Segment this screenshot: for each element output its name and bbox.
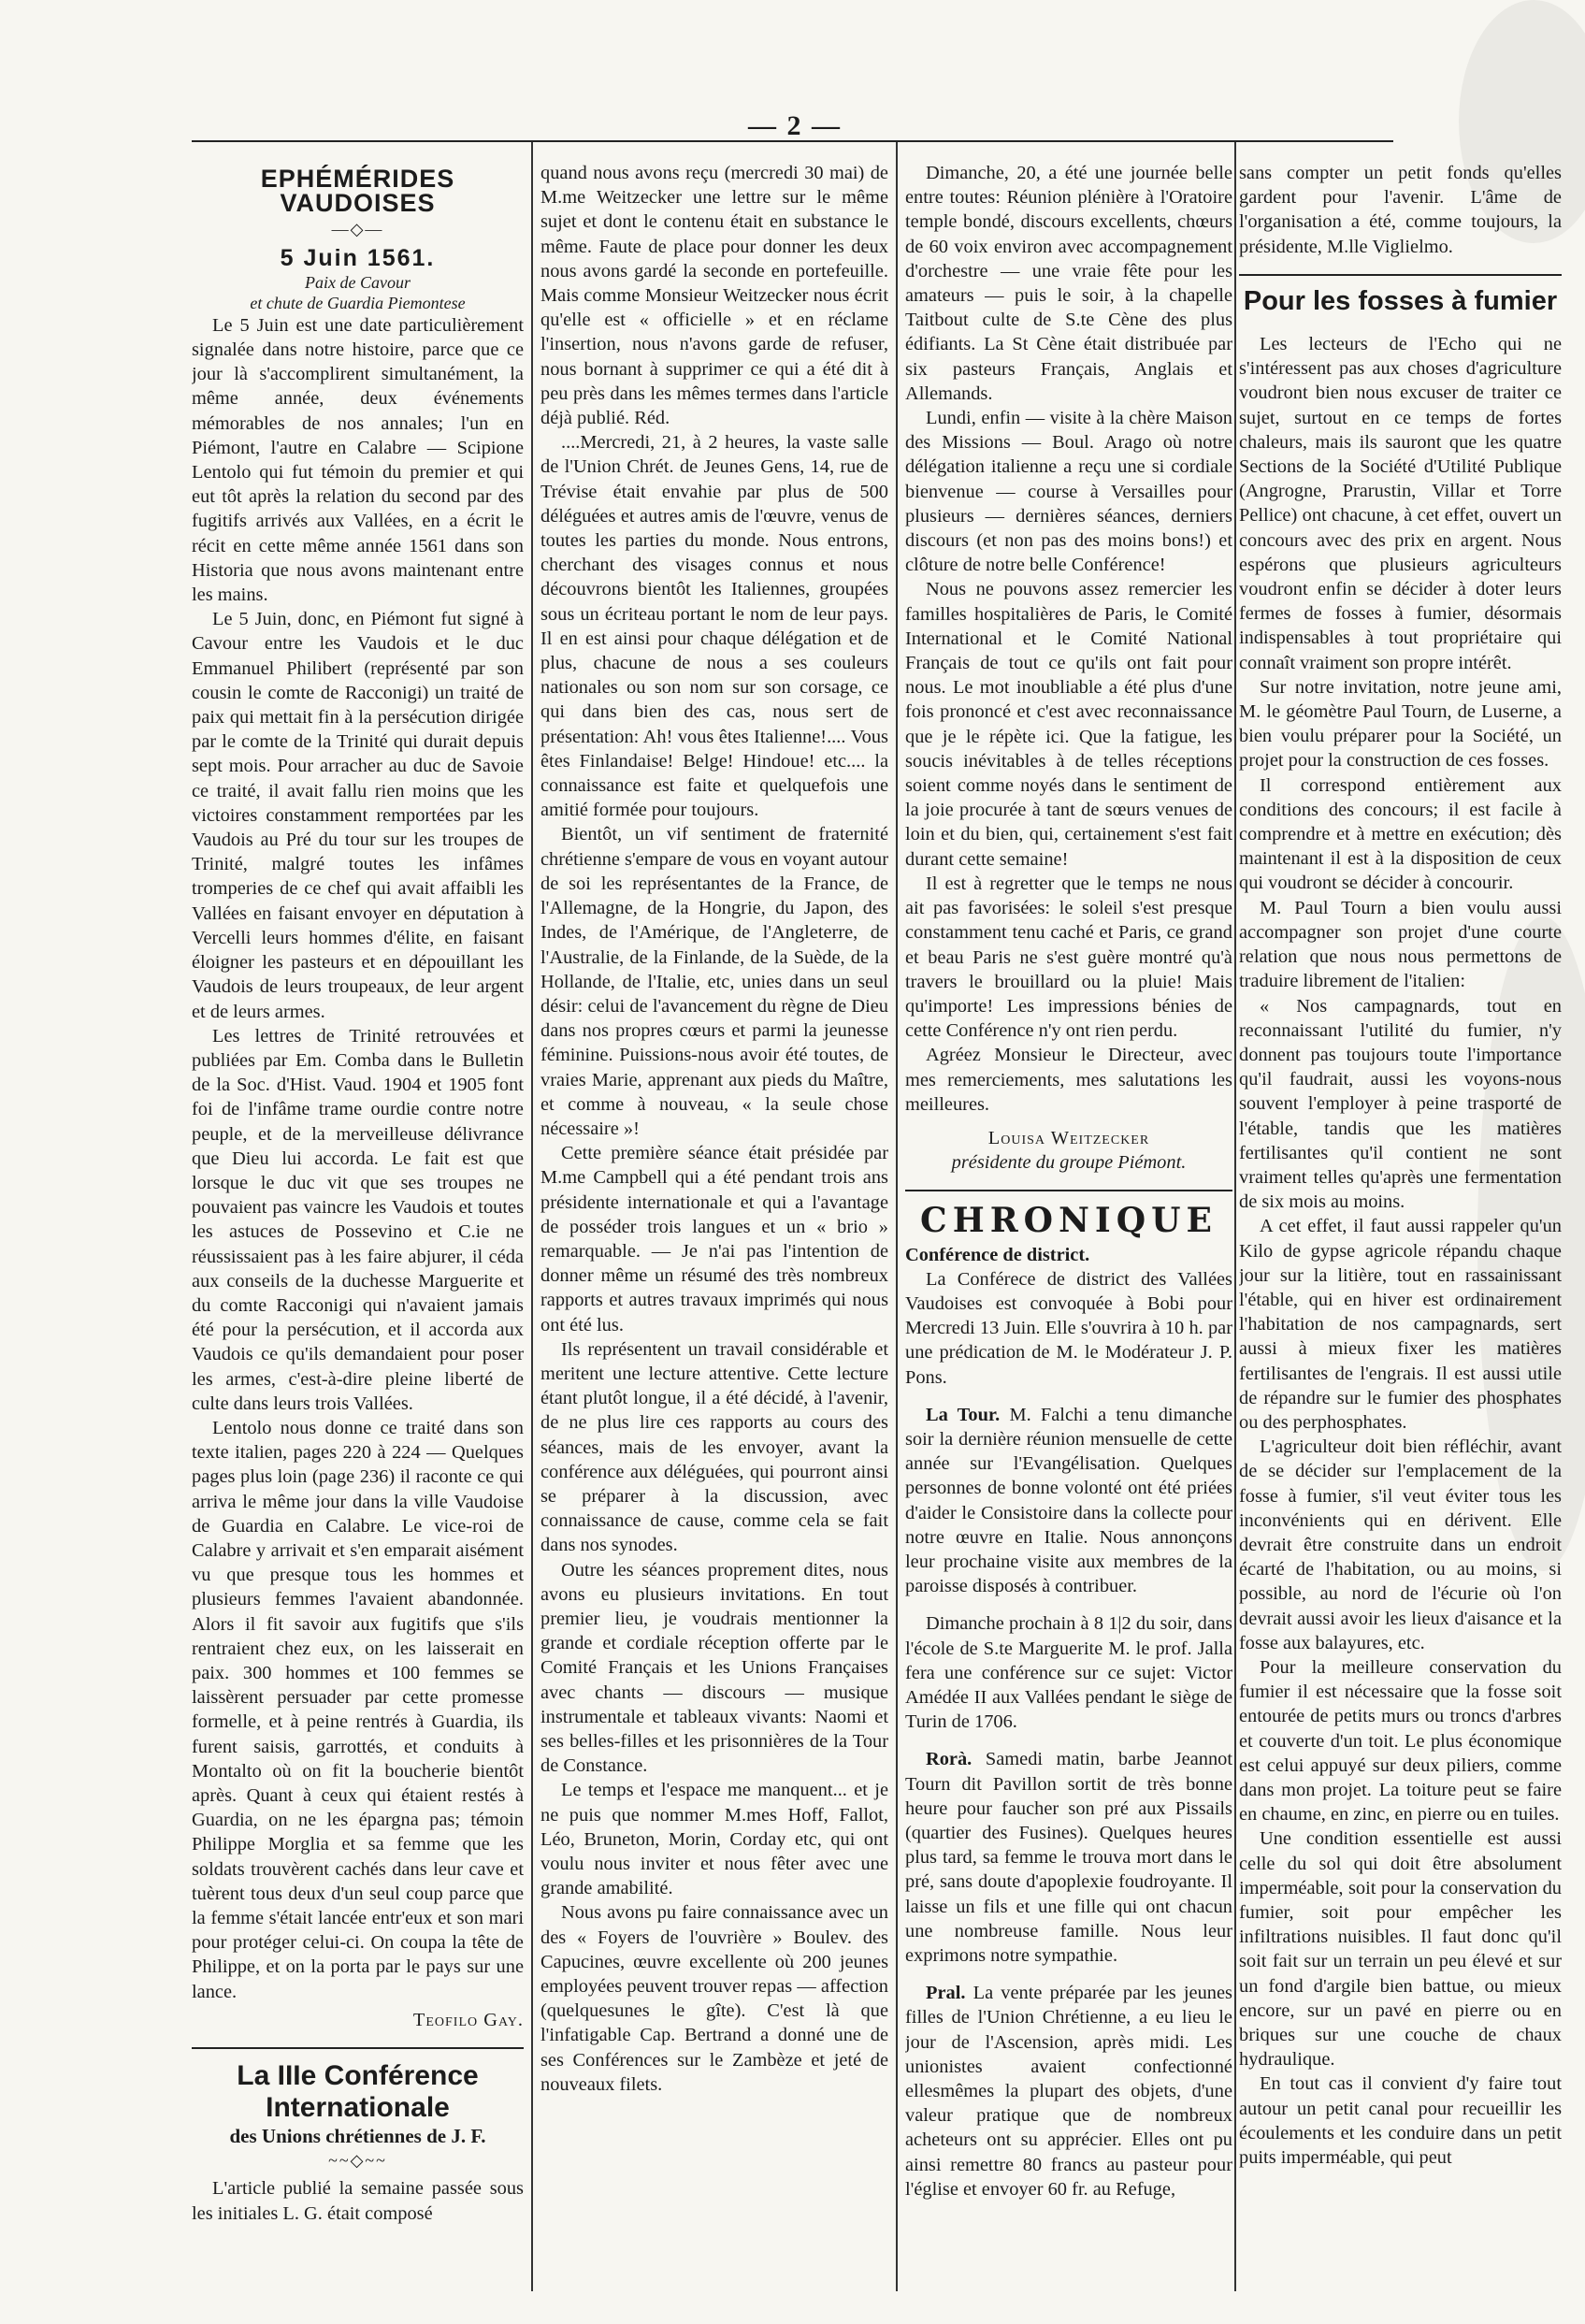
paragraph: Il est à regretter que le temps ne nous ait pas favorisées: le soleil s'est presque constamment tenu caché et Paris, ce grand et beau Paris ne s'est guère montré qu'à travers le brouillard ou la pluie! Mais qu'importe! Les impressions bénies de cette Conférence n'y ont rien perdu. <box>905 873 1232 1042</box>
column-divider <box>1234 142 1236 2291</box>
paragraph: Il correspond entièrement aux conditions des concours; il est facile à comprendre et à mettre en exécution; dès maintenant il est à la disposition de ceux qui voudront se décider à concourir. <box>1239 774 1562 894</box>
paragraph: Les lecteurs de l'Echo qui ne s'intéressent pas aux choses d'agriculture voudront bien nous excuser de traiter ce sujet, surtout en ce temps de fortes chaleurs, mais ils sauront que les quatre Sections de la Société d'Utilité Publique (Angrogne, Prarustin, Villar et Torre Pellice) ont chacune, à cet effet, ouvert un concours avec des prix en argent. Nous espérons que plusieurs agriculteurs voudront enfin se décider à doter leurs fermes de fosses à fumier, désormais indispensables à tout propriétaire qui connaît vraiment son propre intérêt. <box>1239 334 1562 673</box>
paragraph: Pour la meilleure conservation du fumier il est nécessaire que la fosse soit entourée de petits murs ou troncs d'arbres et couverte d'un toit. Le plus économique est celui appuyé sur deux piliers, comme dans mon projet. La toiture peut se faire en chaume, en zinc, en pierre ou en tuiles. <box>1239 1656 1562 1826</box>
column-1 <box>192 150 524 2291</box>
paragraph: Lentolo nous donne ce traité dans son texte italien, pages 220 à 224 — Quelques pages plus loin (page 236) il raconte ce qui arriva le même jour dans la ville Vaudoise de Guardia en Calabre. Le vice-roi de Calabre y arrivait et s'en emparait aisément vu que presque tous les hommes et plusieurs femmes l'avaient abandonnée. Alors il fit savoir aux fugitifs que s'ils rentraient chez eux, on les laisserait en paix. 300 hommes et 100 femmes se laissèrent persuader par cette promesse formelle, et à peine rentrés à Guardia, ils furent saisis, garrottés, et conduits à Montalto où on fit la boucherie bientôt après. Quant à ceux qui étaient restés à Guardia, on ne les épargna pas; témoin Philippe Morglia et sa femme que les soldats trouvèrent cachés dans leur cave et tuèrent tous deux d'un seul coup parce que la femme s'était lancée entr'eux et son mari pour protéger celui-ci. On coupa la tête de Philippe, et on la porta par le pays sur une lance. <box>192 1417 524 2002</box>
column-2 <box>540 150 888 2291</box>
paragraph: Agréez Monsieur le Directeur, avec mes remerciements, mes salutations les meilleures. <box>905 1045 1232 1115</box>
paragraph: Cette première séance était présidée par M.me Campbell qui a été pendant trois ans présidente internationale et qui a l'avantage de posséder trois langues et un « brio » remarquable. — Je n'ai pas l'intention de donner même un résumé des très nombreux rapports et autres travaux imprimés qui nous ont été lus. <box>540 1143 888 1335</box>
paragraph: Dimanche prochain à 8 1|2 du soir, dans l'école de S.te Marguerite M. le prof. Jalla fera une conférence sur ce sujet: Victor Amédée II aux Vallées pendant le siège de Turin de 1706. <box>905 1613 1232 1733</box>
place-label: La Tour. <box>926 1404 1001 1425</box>
signature-role: présidente du groupe Piémont. <box>951 1152 1187 1174</box>
paragraph <box>905 1981 1232 2201</box>
section-rule <box>192 2047 524 2049</box>
paragraph-text: La vente préparée par les jeunes filles de l'Union Chrétienne, a eu lieu le jour de l'Ascension, après midi. Les unionistes avaient confectionné ellesmêmes la plupart des objets, d'une valeur pratique que de nombreux acheteurs ont su apprécier. Elles ont pu ainsi remettre 80 francs au pasteur pour l'église et envoyer 60 fr. au Refuge, <box>905 1983 1232 2200</box>
paragraph: sans compter un petit fonds qu'elles gardent pour l'avenir. L'âme de l'organisation a été, comme toujours, la présidente, M.lle Viglielmo. <box>1239 163 1562 257</box>
paragraph: Les lettres de Trinité retrouvées et publiées par Em. Comba dans le Bulletin de la Soc. d'Hist. Vaud. 1904 et 1905 font foi de l'infâme trame ourdie contre notre peuple, et de la merveilleuse délivrance que Dieu lui accorda. Le fait est que lorsque le duc vit que ses troupes ne pouvaient pas vaincre les Vaudois et toutes les astuces de Possevino et C.ie ne réussissaient pas à les faire abjurer, il céda aux conseils de la duchesse Marguerite et du comte Racconigi qui n'avaient jamais été pour la persécution, et il accorda aux Vaudois ce qu'ils demandaient pour poser les armes, c'est-à-dire pleine liberté de culte dans leurs trois Vallées. <box>192 1025 524 1414</box>
fosses-heading: Pour les fosses à fumier <box>1243 285 1558 316</box>
paragraph: quand nous avons reçu (mercredi 30 mai) de M.me Weitzecker une lettre sur le même sujet et dont le contenu était en substance le même. Faute de place pour donner les deux nous avons gardé la seconde en portefeuille. Mais comme Monsieur Weitzecker nous écrit qu'elle est « officielle » et en réclame l'insertion, nous n'avons garde de refuser, nous bornant à supprimer ce qui a été dit à peu près dans les mêmes termes dans l'article déjà publié. Réd. <box>540 163 888 429</box>
district-heading: Conférence de district. <box>905 1244 1090 1265</box>
signature-name: Louisa Weitzecker <box>987 1127 1150 1148</box>
paragraph <box>905 1747 1232 1968</box>
paragraph: L'article publié la semaine passée sous les initiales L. G. était composé <box>192 2178 524 2224</box>
ephemerides-subtitle: et chute de Guardia Piemontese <box>250 293 466 312</box>
page-number: — 2 — <box>748 110 842 141</box>
column-divider <box>896 142 898 2291</box>
ornament: ~~◇~~ <box>328 2151 387 2171</box>
paragraph: Le temps et l'espace me manquent... et je ne puis que nommer M.mes Hoff, Fallot, Léo, Bruneton, Morin, Corday etc, qui ont voulu nous inviter et nous fêter avec une grande amabilité. <box>540 1780 888 1899</box>
signature: Teofilo Gay. <box>412 2009 524 2030</box>
paragraph: Outre les séances proprement dites, nous avons eu plusieurs invitations. En tout premier lieu, je voudrais mentionner la grande et cordiale réception offerte par le Comité Français et les Unions Françaises avec chants — discours — musique instrumentale et tableaux vivants: Naomi et ses belles-filles et les prisonnières de la Tour de Constance. <box>540 1559 888 1777</box>
paragraph: Une condition essentielle est aussi celle du sol qui doit être absolument imperméable, soit pour la conservation du fumier, soit pour empêcher les infiltrations nuisibles. Il faut donc qu'il soit fait sur un terrain un peu élevé et sur un fond d'argile bien battue, ou mieux encore, sur un pavé en pierre ou en briques sur une couche de chaux hydraulique. <box>1239 1828 1562 2071</box>
top-rule <box>192 140 1393 142</box>
paragraph: A cet effet, il faut aussi rappeler qu'un Kilo de gypse agricole répandu chaque jour sur la litière, tout en rassainissant l'étable, qui en hiver est ordinairement l'habitation de nos campagnards, sert aussi à mieux fixer les matières fertilisantes de l'engrais. Il est aussi utile de répandre sur le fumier des phosphates ou des perphosphates. <box>1239 1216 1562 1433</box>
place-label: Rorà. <box>926 1749 973 1770</box>
chronique-heading: CHRONIQUE <box>920 1201 1218 1241</box>
paragraph: « Nos campagnards, tout en reconnaissant l'utilité du fumier, n'y donnent pas toujours toute l'importance qu'il faudrait, aussi les voyons-nous souvent l'employer à peine trasporté de l'étable, tandis que les matières fertilisantes qu'il contient ne sont vraiment telles qu'après une fermentation de six mois au moins. <box>1239 995 1562 1213</box>
paragraph: Bientôt, un vif sentiment de fraternité chrétienne s'empare de vous en voyant autour de soi les représentantes de la France, de l'Allemagne, de la Hongrie, du Japon, des Indes, de l'Amérique, de l'Angleterre, de l'Australie, de la Finlande, de la Suède, de la Hollande, de l'Italie, etc, unies dans un seul désir: celui de l'avancement du règne de Dieu dans nos propres cœurs et parmi la jeunesse féminine. Puissions-nous avoir été toutes, de vraies Marie, apprenant aux pieds du Maître, et comme à nouveau, « la seule chose nécessaire »! <box>540 824 888 1139</box>
ephemerides-date: 5 Juin 1561. <box>280 244 436 271</box>
paragraph: Lundi, enfin — visite à la chère Maison des Missions — Boul. Arago où notre délégation italienne a reçu une si cordiale bienvenue — course à Versailles pour plusieurs — dernières séances, derniers discours (et non pas des moins bons!) et clôture de notre belle Conférence! <box>905 408 1232 576</box>
paragraph: Sur notre invitation, notre jeune ami, M. le géomètre Paul Tourn, de Luserne, a bien voulu préparer pour la Société, un projet pour la construction de ces fosses. <box>1239 676 1562 772</box>
ephemerides-heading: EPHÉMÉRIDES VAUDOISES <box>260 165 455 218</box>
paragraph: M. Paul Tourn a bien voulu aussi accompagner son projet d'une courte relation que nous nous permettons de traduire librement de l'italien: <box>1239 897 1562 992</box>
place-label: Pral. <box>926 1983 966 2004</box>
column-divider <box>531 142 533 2291</box>
paragraph-text: Samedi matin, barbe Jeannot Tourn dit Pavillon sortit de très bonne heure pour faucher son pré aux Pissails (quartier des Fusines). Quelques heures plus tard, sa femme le trouva mort dans le pré, sans doute d'apoplexie foudroyante. Il laisse un fils et une fille qui ont chacun une nombreuse famille. Nous leur exprimons notre sympathie. <box>905 1749 1232 1967</box>
paragraph: Nous ne pouvons assez remercier les familles hospitalières de Paris, le Comité International et le Comité National Français de tout ce qu'ils ont fait pour nous. Le mot inoubliable a été plus d'une fois prononcé et c'est avec reconnaissance que je le répète ici. Que la fatigue, les soucis inévitables à de telles réceptions soient comme noyés dans le sentiment de la joie procurée à tant de sœurs venues de loin et du bien, qui, certainement s'est fait durant cette semaine! <box>905 579 1232 870</box>
paragraph-text: M. Falchi a tenu dimanche soir la dernière réunion mensuelle de cette année sur l'Evangélisation. Quelques personnes de bonne volonté ont été priées d'aider le Consistoire dans la collecte pour notre œuvre en Italie. Nous annonçons leur prochaine visite aux membres de la paroisse disposés à contribuer. <box>905 1404 1232 1597</box>
conference-heading: La IIIe Conférence Internationale <box>237 2060 479 2124</box>
paragraph: En tout cas il convient d'y faire tout autour un petit canal pour recueillir les écoulements et les conduire dans un petit puits imperméable, qui peut <box>1239 2073 1562 2169</box>
paragraph: La Conférece de district des Vallées Vaudoises est convoquée à Bobi pour Mercredi 13 Juin. Elle s'ouvrira à 10 h. par une prédication de M. le Modérateur J. P. Pons. <box>905 1268 1232 1388</box>
paragraph: Dimanche, 20, a été une journée belle entre toutes: Réunion plénière à l'Oratoire temple bondé, discours excellents, chœurs de 60 voix environ avec accompagnement d'orchestre — une vraie fête pour les amateurs — puis le soir, à la chapelle Taitbout culte de S.te Cène des plus édifiants. La St Cène était distribuée par six pasteurs Français, Anglais et Allemands. <box>905 163 1232 404</box>
conference-subheading: des Unions chrétiennes de J. F. <box>229 2125 486 2148</box>
paragraph: Le 5 Juin est une date particulièrement signalée dans notre histoire, parce que ce jour là s'accomplirent simultanément, la même année, deux événements mémorables de nos annales; l'un en Piémont, l'autre en Calabre — Scipione Lentolo qui fut témoin du premier et qui eut tôt après la relation du second par des fugitifs arrivés aux Vallées, en a écrit le récit en cette même année 1561 dans son Historia que nous avons maintenant entre les mains. <box>192 314 524 606</box>
column-4 <box>1239 150 1562 2291</box>
paragraph: Le 5 Juin, donc, en Piémont fut signé à Cavour entre les Vaudois et le duc Emmanuel Philibert (représenté par son cousin le comte de Racconigi) un traité de paix qui mettait fin à la persécution dirigée par le comte de la Trinité qui durait depuis sept mois. Pour arracher au duc de Savoie ce traité, il avait fallu rien moins que les victoires constamment remportées par les Vaudois au Pré du tour sur les troupes de Trinité, malgré toutes les infâmes tromperies de ce chef qui avait affaibli les Vallées en faisant envoyer en députation à Vercelli leurs hommes d'élite, en faisant éloigner les pasteurs et en dépouillant les Vaudois de leurs troupeaux, de leur argent et de leurs armes. <box>192 609 524 1022</box>
ornament: —◇— <box>331 220 384 239</box>
paragraph: ....Mercredi, 21, à 2 heures, la vaste salle de l'Union Chrét. de Jeunes Gens, 14, rue de Trévise était envahie par plus de 500 déléguées et autres amis de l'œuvre, venus de toutes les parties du monde. Nous entrons, cherchant des visages connus et nous découvrons bientôt les Italiennes, groupées sous un écriteau portant le nom de leur pays. Il en est ainsi pour chaque délégation et de plus, chacune de nous a ses couleurs nationales ou son nom sur son corsage, ce qui dans bien des cas, nous sert de présentation: Ah! vous êtes Italienne!.... Vous êtes Finlandaise! Belge! Hindoue! etc.... la connaissance est faite et quelquefois une amitié formée pour toujours. <box>540 432 888 821</box>
paragraph: L'agriculteur doit bien réfléchir, avant de se décider sur l'emplacement de la fosse à fumier, s'il veut éviter tous les inconvénients qui en dérivent. Elle devrait être construite dans un endroit écarté de l'habitation, ou au moins, si possible, au nord de l'écurie où l'on devrait aussi avoir les lieux d'aisance et la fosse aux balayures, etc. <box>1239 1436 1562 1653</box>
paragraph <box>905 1403 1232 1599</box>
paragraph: Ils représentent un travail considérable et meritent une lecture attentive. Cette lecture étant plutôt longue, il a été décidé, à l'avenir, de ne plus lire ces rapports au cours des séances, mais de les envoyer, avant la conférence aux déléguées, qui pourront ainsi se préparer à la discussion, avec connaissance de cause, comme cela se fait dans nos synodes. <box>540 1338 888 1556</box>
section-rule <box>1239 274 1562 276</box>
paragraph: Nous avons pu faire connaissance avec un des « Foyers de l'ouvrière » Boulev. des Capucines, œuvre excellente où 200 jeunes employées peuvent trouver repas — affection (quelquesunes le gîte). C'est là que l'infatigable Cap. Bertrand a donné une de ses Conférences sur le Zambèze et jeté de nouveaux filets. <box>540 1902 888 2095</box>
section-rule <box>905 1190 1232 1191</box>
ephemerides-subtitle: Paix de Cavour <box>305 272 411 292</box>
column-3 <box>905 150 1232 2291</box>
